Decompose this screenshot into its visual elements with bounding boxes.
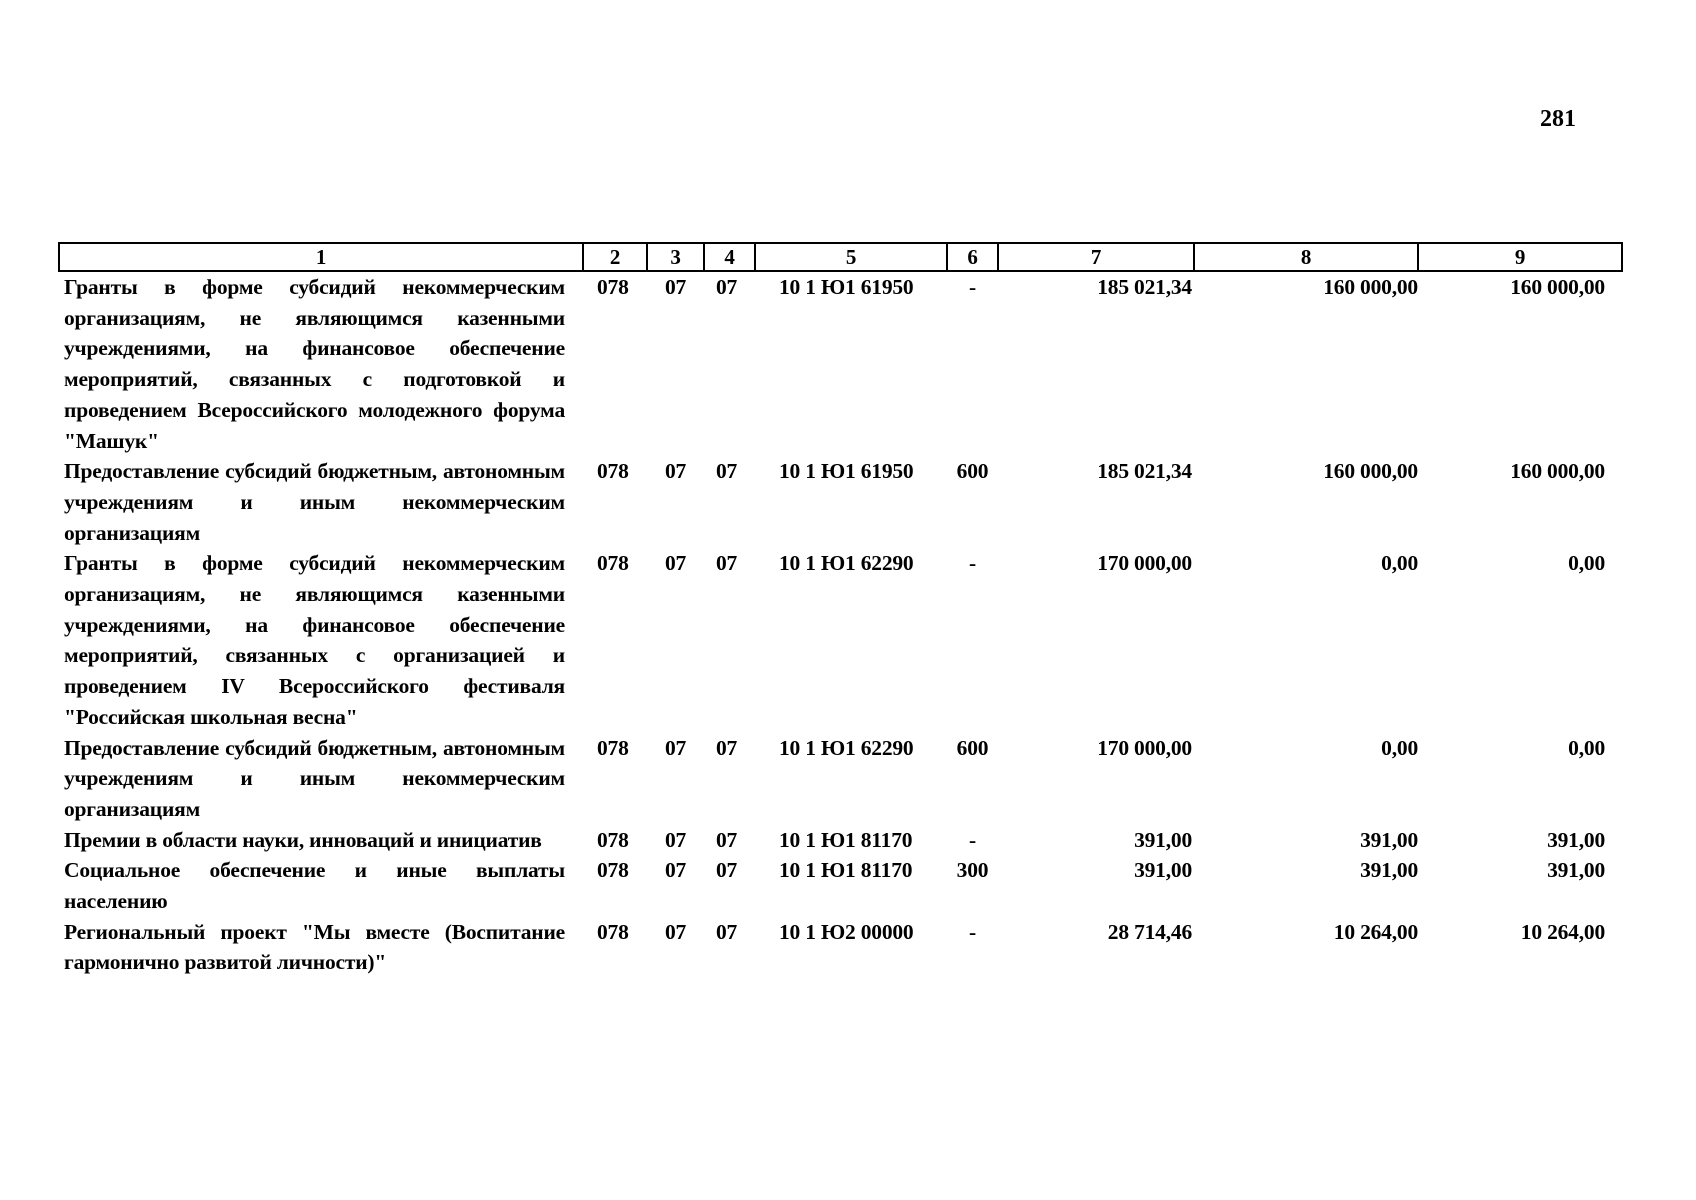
- cell-gr: 078: [597, 827, 629, 852]
- cell-vr: -: [969, 551, 976, 576]
- cell-vr: -: [969, 275, 976, 299]
- row-name: Гранты в форме субсидий некоммерческим организациям, не являющимся казенными учреждениями, на финансовое обеспечение мероприятий, связанных с организацией и проведением IV Всероссийского фестиваля "Российская школьная весна": [64, 551, 565, 729]
- cell-csr: 10 1 Ю1 62290: [779, 735, 914, 760]
- row-name: Гранты в форме субсидий некоммерческим организациям, не являющимся казенными учреждениями, на финансовое обеспечение мероприятий, связанных с подготовкой и проведением Всероссийского молодежного форума "Машук": [64, 275, 565, 453]
- table-row: [59, 456, 1622, 548]
- cell-sum3: 0,00: [1568, 735, 1605, 760]
- cell-gr: 078: [597, 858, 629, 883]
- row-name: Предоставление субсидий бюджетным, автономным учреждениям и иным некоммерческим организациям: [64, 735, 565, 821]
- cell-rz: 07: [665, 551, 687, 576]
- cell-gr: 078: [597, 919, 629, 944]
- table-row: [59, 917, 1622, 978]
- cell-sum2: 391,00: [1360, 827, 1418, 852]
- cell-sum1: 170 000,00: [1097, 735, 1192, 760]
- cell-pr: 07: [716, 275, 738, 299]
- column-header: 8: [1194, 243, 1418, 271]
- budget-table: [58, 242, 1623, 978]
- cell-vr: -: [969, 919, 976, 944]
- cell-rz: 07: [665, 275, 687, 299]
- cell-vr: 600: [956, 459, 989, 484]
- row-name: Предоставление субсидий бюджетным, автономным учреждениям и иным некоммерческим организациям: [64, 459, 565, 545]
- column-header: 6: [947, 243, 998, 271]
- cell-pr: 07: [716, 551, 738, 576]
- cell-pr: 07: [716, 919, 738, 944]
- cell-vr: 600: [956, 735, 989, 760]
- cell-csr: 10 1 Ю1 61950: [779, 275, 914, 299]
- column-header: 9: [1418, 243, 1622, 271]
- cell-sum2: 10 264,00: [1333, 919, 1418, 944]
- cell-rz: 07: [665, 827, 687, 852]
- cell-vr: -: [969, 827, 976, 852]
- cell-gr: 078: [597, 275, 629, 299]
- column-header: 7: [998, 243, 1194, 271]
- cell-pr: 07: [716, 858, 738, 883]
- cell-pr: 07: [716, 827, 738, 852]
- cell-rz: 07: [665, 459, 687, 484]
- cell-pr: 07: [716, 459, 738, 484]
- row-name: Премии в области науки, инноваций и инициатив: [64, 827, 542, 852]
- column-header: 3: [647, 243, 704, 271]
- cell-csr: 10 1 Ю1 62290: [779, 551, 914, 576]
- cell-csr: 10 1 Ю1 81170: [779, 827, 913, 852]
- cell-gr: 078: [597, 735, 629, 760]
- table-row: [59, 271, 1622, 456]
- column-header: 2: [583, 243, 647, 271]
- cell-rz: 07: [665, 735, 687, 760]
- cell-sum2: 160 000,00: [1323, 459, 1418, 484]
- cell-sum1: 28 714,46: [1107, 919, 1192, 944]
- cell-vr: 300: [956, 858, 989, 883]
- cell-sum3: 0,00: [1568, 551, 1605, 576]
- cell-sum1: 185 021,34: [1097, 275, 1192, 299]
- table-row: [59, 825, 1622, 856]
- cell-sum1: 391,00: [1134, 827, 1192, 852]
- cell-sum2: 0,00: [1381, 735, 1418, 760]
- page-number: 281: [1540, 106, 1576, 132]
- column-header: 5: [755, 243, 947, 271]
- cell-sum3: 160 000,00: [1510, 275, 1605, 299]
- cell-rz: 07: [665, 919, 687, 944]
- cell-sum3: 391,00: [1547, 827, 1605, 852]
- cell-sum1: 170 000,00: [1097, 551, 1192, 576]
- row-name: Социальное обеспечение и иные выплаты населению: [64, 858, 565, 914]
- cell-sum1: 391,00: [1134, 858, 1192, 883]
- cell-sum3: 391,00: [1547, 858, 1605, 883]
- cell-sum2: 160 000,00: [1323, 275, 1418, 299]
- cell-csr: 10 1 Ю2 00000: [779, 919, 914, 944]
- cell-csr: 10 1 Ю1 81170: [779, 858, 913, 883]
- cell-gr: 078: [597, 459, 629, 484]
- table-row: [59, 733, 1622, 825]
- cell-sum1: 185 021,34: [1097, 459, 1192, 484]
- cell-pr: 07: [716, 735, 738, 760]
- row-name: Региональный проект "Мы вместе (Воспитание гармонично развитой личности)": [64, 919, 565, 975]
- table-row: [59, 548, 1622, 732]
- cell-sum2: 0,00: [1381, 551, 1418, 576]
- cell-sum3: 160 000,00: [1510, 459, 1605, 484]
- column-header: 1: [59, 243, 583, 271]
- cell-gr: 078: [597, 551, 629, 576]
- cell-sum3: 10 264,00: [1520, 919, 1605, 944]
- table-row: [59, 855, 1622, 916]
- column-header: 4: [704, 243, 755, 271]
- table-header: [59, 243, 1622, 271]
- cell-csr: 10 1 Ю1 61950: [779, 459, 914, 484]
- cell-rz: 07: [665, 858, 687, 883]
- cell-sum2: 391,00: [1360, 858, 1418, 883]
